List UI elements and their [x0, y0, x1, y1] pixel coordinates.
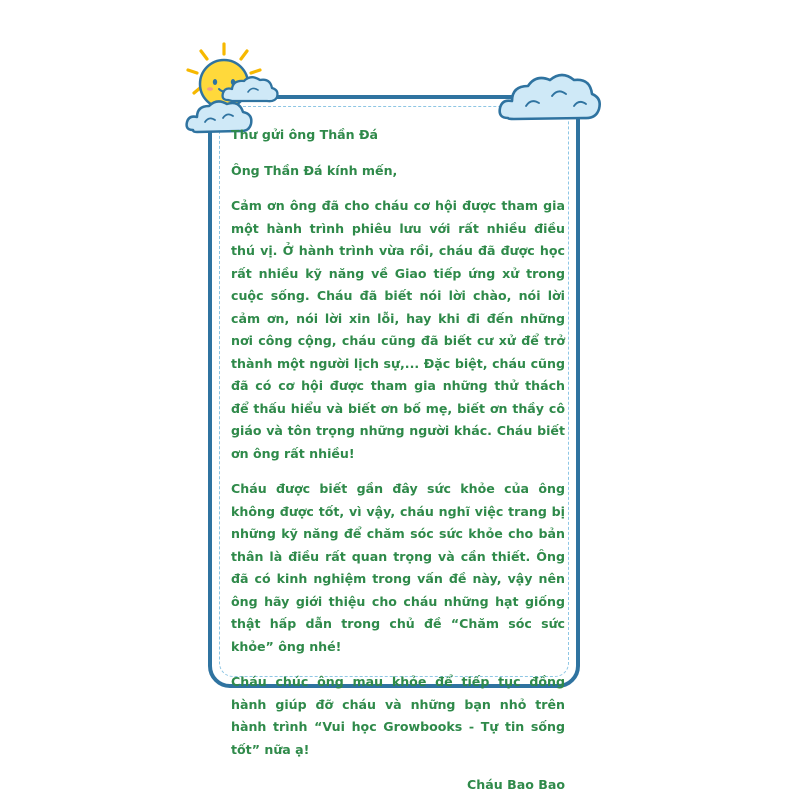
letter-signature: Cháu Bao Bao	[467, 777, 565, 792]
letter-salutation: Ông Thần Đá kính mến,	[231, 162, 398, 178]
cloud-icon	[496, 66, 602, 128]
letter-paragraph: Cháu chúc ông mau khỏe để tiếp tục đồng hành giúp đỡ cháu và những bạn nhỏ trên hành trình “Vui học Growbooks - Tự tin sống tốt” nữa ạ!	[231, 674, 565, 757]
letter-heading: Thư gửi ông Thần Đá	[231, 127, 379, 142]
letter-paragraph: Cháu được biết gần đây sức khỏe của ông không được tốt, vì vậy, cháu nghĩ việc trang bị những kỹ năng để chăm sóc sức khỏe cho bản thân là điều rất quan trọng và cần thiết. Ông đã có kinh nghiệm trong vấn đề này, vậy nên ông hãy giới thiệu cho cháu những hạt giống thật hấp dẫn trong chủ đề “Chăm sóc sức khỏe” ông nhé!	[231, 481, 565, 654]
letter-body	[231, 124, 565, 797]
letter-paragraph: Cảm ơn ông đã cho cháu cơ hội được tham gia một hành trình phiêu lưu với rất nhiều điều thú vị. Ở hành trình vừa rồi, cháu đã được học rất nhiều kỹ năng về Giao tiếp ứng xử trong cuộc sống. Cháu đã biết nói lời chào, nói lời cảm ơn, nói lời xin lỗi, hay khi đi đến những nơi công cộng, cháu cũng đã biết cư xử để trở thành một người lịch sự,... Đặc biệt, cháu cũng đã có cơ hội được tham gia những thử thách để thấu hiểu và biết ơn bố mẹ, biết ơn thầy cô giáo và tôn trọng những người khác. Cháu biết ơn ông rất nhiều!	[231, 198, 565, 461]
cloud-icon	[220, 70, 280, 106]
